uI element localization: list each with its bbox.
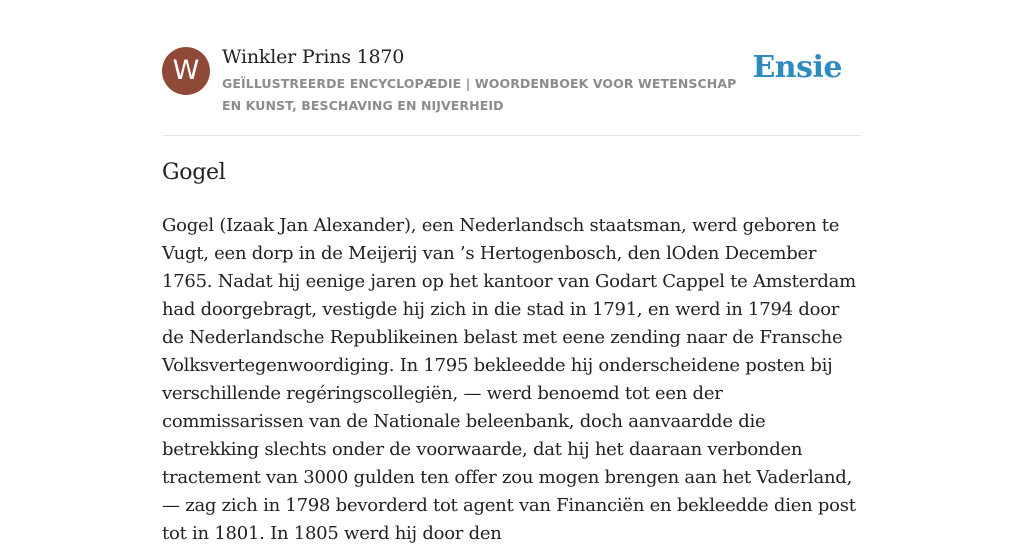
source-header — [162, 44, 862, 136]
article-title: Gogel — [162, 160, 226, 185]
source-subtitle: GEÏLLUSTREERDE ENCYCLOPÆDIE | WOORDENBOEK VOOR WETENSCHAP EN KUNST, BESCHAVING EN NIJVERHEID — [222, 76, 737, 113]
ensie-logo[interactable]: Ensie — [752, 50, 842, 85]
article-body: Gogel (Izaak Jan Alexander), een Nederlandsch staatsman, werd geboren te Vugt, een dorp in de Meijerij van ’s Hertogenbosch, den lOden December 1765. Nadat hij eenige jaren op het kantoor van Godart Cappel te Amsterdam had doorgebragt, vestigde hij zich in die stad in 1791, en werd in 1794 door de Nederlandsche Republikeinen belast met eene zending naar de Fransche Volksvertegenwoordiging. In 1795 bekleedde hij onderscheidene posten bij verschillende regéringscollegiën, — werd benoemd tot een der commissarissen van de Nationale beleenbank, doch aanvaardde die betrekking slechts onder de voorwaarde, dat hij het daaraan verbonden tractement van 3000 gulden ten offer zou mogen brengen aan het Vaderland, — zag zich in 1798 bevorderd tot agent van Financiën en bekleedde dien post tot in 1801. In 1805 werd hij door den — [162, 215, 856, 544]
source-title[interactable]: Winkler Prins 1870 — [222, 46, 405, 68]
source-avatar[interactable]: W — [162, 47, 210, 95]
